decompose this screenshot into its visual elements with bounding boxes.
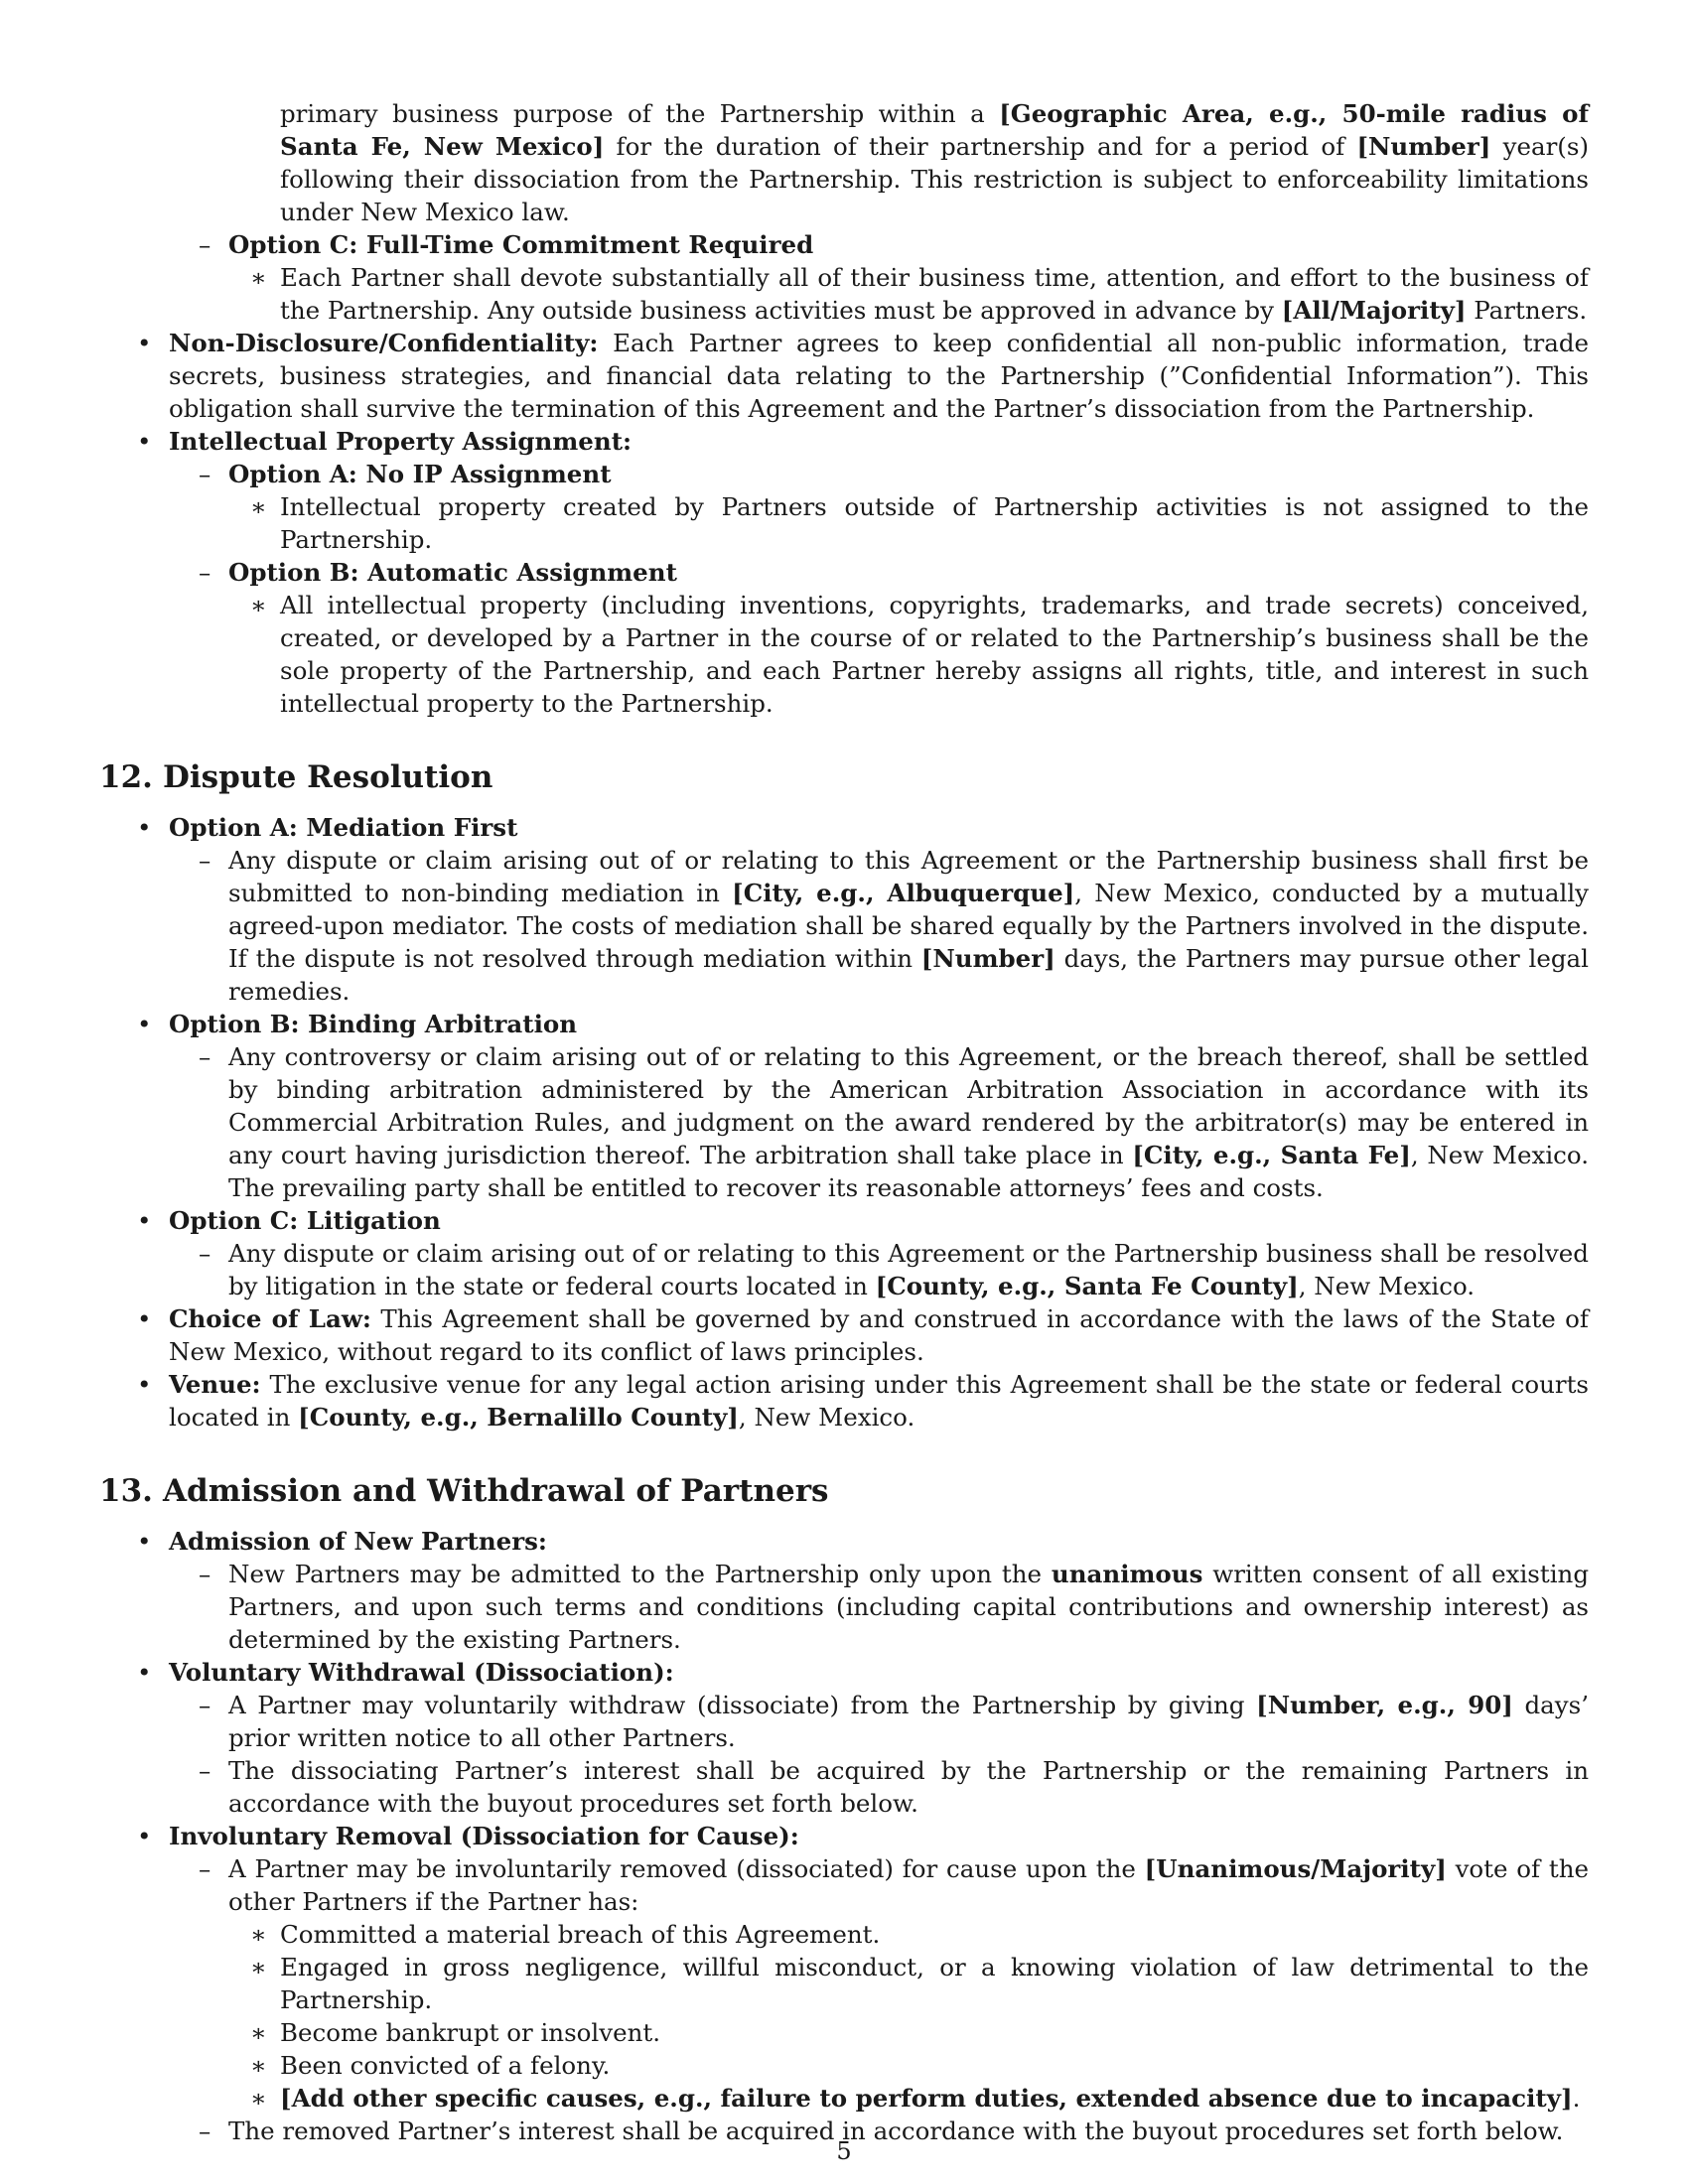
dash-marker: – xyxy=(199,2116,211,2145)
item-label: Intellectual Property Assignment: xyxy=(169,427,633,456)
placeholder: [Number] xyxy=(920,944,1055,973)
list-item xyxy=(99,1008,1589,1204)
list-item: – A Partner may voluntarily withdraw (dissociate) from the Partnership by giving [Number, e.g., 90] days’ prior written notice to all other Partners. xyxy=(199,1691,1589,1752)
document-page xyxy=(99,97,1589,2147)
star-marker: ∗ xyxy=(250,1920,267,1949)
list-item: ∗ Each Partner shall devote substantially all of their business time, attention, and effort to the business of the Partnership. Any outside business activities must be approved in advance by [All/Majority] Partners. xyxy=(250,263,1589,325)
placeholder: [City, e.g., Albuquerque] xyxy=(732,879,1075,907)
admission-list xyxy=(99,1525,1589,2147)
list-item: – The dissociating Partner’s interest shall be acquired by the Partnership or the remaining Partners in accordance with the buyout procedures set forth below. xyxy=(199,1756,1589,1818)
star-marker: ∗ xyxy=(250,2051,267,2080)
list-item: • Non-Disclosure/Confidentiality: Each Partner agrees to keep confidential all non-public information, trade secrets, business strategies, and financial data relating to the Partnership (”Confidential Information”). This obligation shall survive the termination of this Agreement and the Partner’s dissociation from the Partnership. xyxy=(137,329,1589,423)
list-item: – Any controversy or claim arising out of or relating to this Agreement, or the breach thereof, shall be settled by binding arbitration administered by the American Arbitration Association in accordance with its Commercial Arbitration Rules, and judgment on the award rendered by the arbitrator(s) may be entered in any court having jurisdiction thereof. The arbitration shall take place in [City, e.g., Santa Fe], New Mexico. The prevailing party shall be entitled to recover its reasonable attorneys’ fees and costs. xyxy=(199,1042,1589,1202)
dash-marker: – xyxy=(199,230,211,259)
bullet-marker: • xyxy=(137,1206,152,1235)
page-number: 5 xyxy=(836,2137,852,2165)
dash-marker: – xyxy=(199,1756,211,1785)
confidentiality-list xyxy=(99,327,1589,720)
bullet-marker: • xyxy=(137,1370,152,1399)
star-marker: ∗ xyxy=(250,2084,267,2113)
list-item: ∗ Been convicted of a felony. xyxy=(250,2051,611,2080)
bullet-marker: • xyxy=(137,1304,152,1333)
option-title: Option C: Litigation xyxy=(169,1206,441,1235)
list-item xyxy=(99,1204,1589,1302)
list-item: ∗ [Add other specific causes, e.g., failure to perform duties, extended absence due to incapacity]. xyxy=(250,2084,1581,2113)
option-title: Option C: Full-Time Commitment Required xyxy=(228,230,814,259)
placeholder: [Number] xyxy=(1356,132,1491,161)
placeholder: [Number, e.g., 90] xyxy=(1256,1691,1513,1719)
list-item: ∗ All intellectual property (including inventions, copyrights, trademarks, and trade secrets) conceived, created, or developed by a Partner in the course of or related to the Partnership’s business shall be the sole property of the Partnership, and each Partner hereby assigns all rights, title, and interest in such intellectual property to the Partnership. xyxy=(250,591,1589,718)
bullet-marker: • xyxy=(137,813,152,842)
bullet-marker: • xyxy=(137,1010,152,1038)
list-item xyxy=(99,97,1589,228)
placeholder: [All/Majority] xyxy=(1281,296,1467,325)
placeholder: [County, e.g., Bernalillo County] xyxy=(298,1403,739,1432)
noncompete-text: primary business purpose of the Partnership within a [Geographic Area, e.g., 50-mile radius of Santa Fe, New Mexico] for the duration of their partnership and for a period of [Number] year(s) following their dissociation from the Partnership. This restriction is subject to enforceability limitations under New Mexico law. xyxy=(280,99,1589,226)
list-item xyxy=(99,811,1589,1008)
section-heading: 12. Dispute Resolution xyxy=(99,759,493,795)
star-marker: ∗ xyxy=(250,263,267,292)
star-marker: ∗ xyxy=(250,1953,267,1981)
list-item: ∗ Engaged in gross negligence, willful misconduct, or a knowing violation of law detrimental to the Partnership. xyxy=(250,1953,1589,2014)
dash-marker: – xyxy=(199,1854,211,1883)
bullet-marker: • xyxy=(137,1822,152,1850)
noncompete-continuation xyxy=(99,97,1589,228)
placeholder: [County, e.g., Santa Fe County] xyxy=(875,1272,1299,1300)
dispute-list xyxy=(99,811,1589,1433)
bullet-marker: • xyxy=(137,1527,152,1556)
star-marker: ∗ xyxy=(250,492,267,521)
list-item xyxy=(99,1820,1589,2147)
list-item xyxy=(99,1525,1589,1656)
star-marker: ∗ xyxy=(250,591,267,619)
item-label: Choice of Law: xyxy=(169,1304,371,1333)
placeholder: [Add other specific causes, e.g., failure to perform duties, extended absence due to incapacity] xyxy=(280,2084,1573,2113)
star-marker: ∗ xyxy=(250,2018,267,2047)
option-title: Option B: Binding Arbitration xyxy=(169,1010,578,1038)
list-item xyxy=(99,425,1589,720)
bullet-marker: • xyxy=(137,427,152,456)
dash-marker: – xyxy=(199,1691,211,1719)
placeholder: [City, e.g., Santa Fe] xyxy=(1132,1141,1411,1169)
list-item: ∗ Intellectual property created by Partners outside of Partnership activities is not assigned to the Partnership. xyxy=(250,492,1589,554)
list-item xyxy=(99,1656,1589,1820)
item-label: Involuntary Removal (Dissociation for Cause): xyxy=(169,1822,799,1850)
item-label: Voluntary Withdrawal (Dissociation): xyxy=(169,1658,674,1687)
dash-marker: – xyxy=(199,846,211,875)
placeholder: [Geographic Area, e.g., 50-mile radius of Santa Fe, New Mexico] xyxy=(280,99,1589,161)
list-item: – Any dispute or claim arising out of or relating to this Agreement or the Partnership business shall first be submitted to non-binding mediation in [City, e.g., Albuquerque], New Mexico, conducted by a mutually agreed-upon mediator. The costs of mediation shall be shared equally by the Partners involved in the dispute. If the dispute is not resolved through mediation within [Number] days, the Partners may pursue other legal remedies. xyxy=(199,846,1589,1006)
dash-marker: – xyxy=(199,1239,211,1268)
list-item: ∗ Committed a material breach of this Agreement. xyxy=(250,1920,881,1949)
list-item: – New Partners may be admitted to the Partnership only upon the unanimous written consent of all existing Partners, and upon such terms and conditions (including capital contributions and ownership interest) as determined by the existing Partners. xyxy=(199,1560,1590,1654)
dash-marker: – xyxy=(199,1560,211,1588)
item-label: Venue: xyxy=(169,1370,261,1399)
option-title: Option A: Mediation First xyxy=(169,813,518,842)
list-item: – Any dispute or claim arising out of or relating to this Agreement or the Partnership business shall be resolved by litigation in the state or federal courts located in [County, e.g., Santa Fe County], New Mexico. xyxy=(199,1239,1589,1300)
list-item: – A Partner may be involuntarily removed (dissociated) for cause upon the [Unanimous/Majority] vote of the other Partners if the Partner has: ∗ Committed a material breach of this Agreement. ∗ Engaged in gross negligence, willful misconduct, or a knowing violation of law detrimental to the Partnership. ∗ Become bankrupt or insolvent. ∗ Been convicted of a felony. ∗ [Add other specific causes, e.g., failure to perform duties, extended absence due to incapacity]. xyxy=(99,1852,1589,2115)
bullet-marker: • xyxy=(137,1658,152,1687)
list-item: – The removed Partner’s interest shall be acquired in accordance with the buyout procedures set forth below. xyxy=(199,2116,1564,2145)
item-label: Non-Disclosure/Confidentiality: xyxy=(169,329,599,357)
dash-marker: – xyxy=(199,460,211,488)
list-item xyxy=(99,556,1589,720)
option-title: Option B: Automatic Assignment xyxy=(228,558,677,587)
item-label: Admission of New Partners: xyxy=(169,1527,547,1556)
list-item xyxy=(99,458,1589,556)
list-item: • Venue: The exclusive venue for any legal action arising under this Agreement shall be the state or federal courts located in [County, e.g., Bernalillo County], New Mexico. xyxy=(137,1370,1589,1432)
option-title: Option A: No IP Assignment xyxy=(228,460,612,488)
list-item: ∗ Become bankrupt or insolvent. xyxy=(250,2018,660,2047)
option-c-fulltime xyxy=(99,228,1589,327)
dash-marker: – xyxy=(199,1042,211,1071)
placeholder: [Unanimous/Majority] xyxy=(1144,1854,1447,1883)
dash-marker: – xyxy=(199,558,211,587)
section-heading: 13. Admission and Withdrawal of Partners xyxy=(99,1473,829,1509)
list-item xyxy=(99,228,1589,327)
bullet-marker: • xyxy=(137,329,152,357)
list-item: • Choice of Law: This Agreement shall be governed by and construed in accordance with the laws of the State of New Mexico, without regard to its conflict of laws principles. xyxy=(137,1304,1589,1366)
